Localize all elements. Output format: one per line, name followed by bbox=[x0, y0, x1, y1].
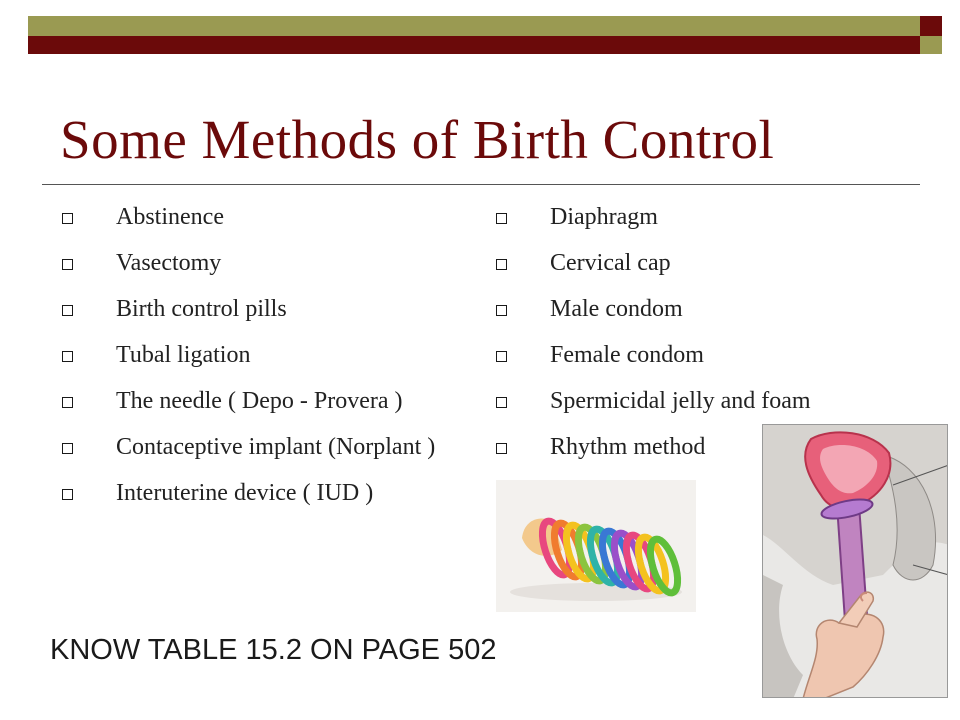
top-accent-bar-maroon bbox=[28, 36, 942, 54]
hollow-square-bullet-icon bbox=[496, 213, 507, 224]
top-accent-bar-olive bbox=[28, 16, 942, 36]
hollow-square-bullet-icon bbox=[62, 351, 73, 362]
list-item-text: Cervical cap bbox=[550, 250, 671, 276]
list-item bbox=[496, 202, 936, 233]
top-accent-square-maroon bbox=[920, 16, 942, 36]
hollow-square-bullet-icon bbox=[496, 259, 507, 270]
list-item-text: Rhythm method bbox=[550, 434, 706, 460]
list-item bbox=[496, 294, 936, 325]
list-item-text: Contaceptive implant (Norplant ) bbox=[116, 434, 436, 460]
list-item-text: Interuterine device ( IUD ) bbox=[116, 480, 374, 506]
list-item-text: Male condom bbox=[550, 296, 683, 322]
list-item bbox=[496, 248, 936, 279]
list-item bbox=[62, 340, 472, 371]
anatomy-drawing bbox=[763, 425, 948, 698]
list-item-text: The needle ( Depo - Provera ) bbox=[116, 388, 403, 414]
list-item bbox=[62, 432, 472, 463]
hollow-square-bullet-icon bbox=[62, 213, 73, 224]
list-item bbox=[62, 386, 472, 417]
hollow-square-bullet-icon bbox=[496, 397, 507, 408]
hollow-square-bullet-icon bbox=[496, 305, 507, 316]
hollow-square-bullet-icon bbox=[62, 489, 73, 500]
title-divider bbox=[42, 184, 920, 185]
hollow-square-bullet-icon bbox=[496, 351, 507, 362]
list-item bbox=[496, 386, 936, 417]
condoms-photo bbox=[496, 480, 696, 612]
diaphragm-insertion-illustration bbox=[762, 424, 948, 698]
list-item bbox=[62, 294, 472, 325]
bullet-list-left bbox=[62, 202, 472, 524]
list-item-text: Birth control pills bbox=[116, 296, 287, 322]
list-item bbox=[62, 202, 472, 233]
slide-title: Some Methods of Birth Control bbox=[60, 109, 775, 170]
hollow-square-bullet-icon bbox=[62, 259, 73, 270]
hollow-square-bullet-icon bbox=[62, 305, 73, 316]
hollow-square-bullet-icon bbox=[62, 397, 73, 408]
list-item-text: Spermicidal jelly and foam bbox=[550, 388, 811, 414]
footer-note: KNOW TABLE 15.2 ON PAGE 502 bbox=[50, 634, 497, 666]
list-item bbox=[62, 248, 472, 279]
list-item bbox=[62, 478, 472, 509]
hollow-square-bullet-icon bbox=[496, 443, 507, 454]
list-item-text: Tubal ligation bbox=[116, 342, 251, 368]
hollow-square-bullet-icon bbox=[62, 443, 73, 454]
list-item-text: Vasectomy bbox=[116, 250, 222, 276]
condom-rings-illustration bbox=[496, 480, 696, 612]
list-item-text: Diaphragm bbox=[550, 204, 658, 230]
top-accent-square-olive bbox=[920, 36, 942, 54]
list-item-text: Female condom bbox=[550, 342, 704, 368]
list-item bbox=[496, 340, 936, 371]
list-item-text: Abstinence bbox=[116, 204, 224, 230]
